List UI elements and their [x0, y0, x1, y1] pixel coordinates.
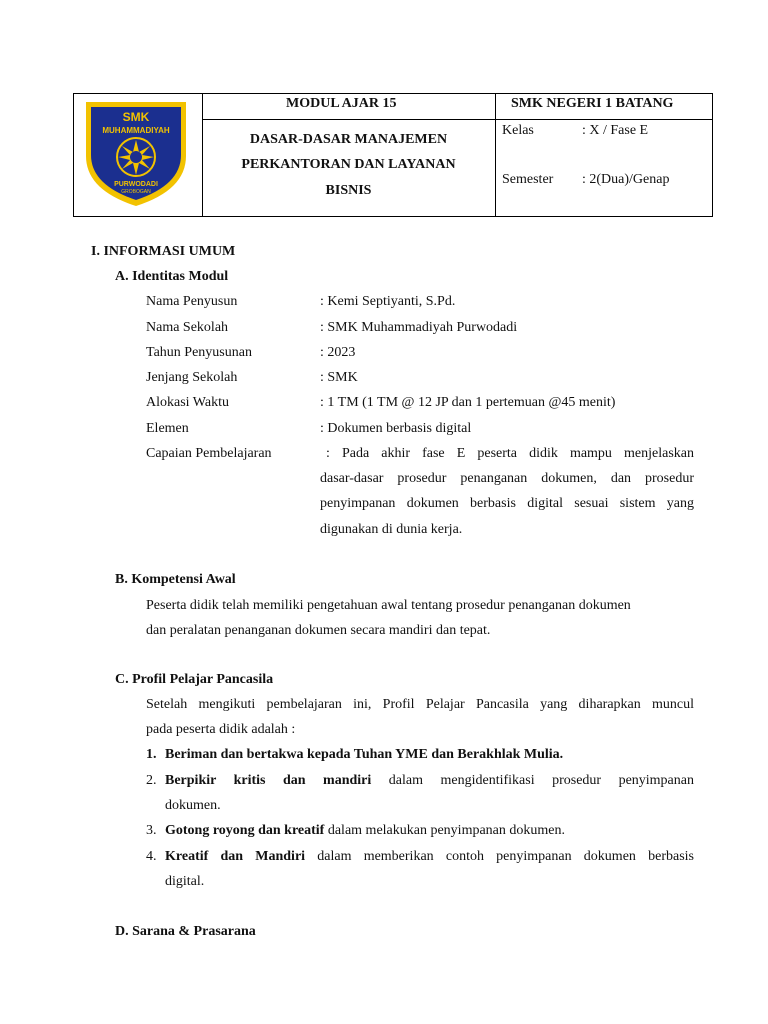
capaian-line: : Pada akhir fase E peserta didik mampu menjelaskan: [326, 446, 694, 461]
subsection-heading-d: D. Sarana & Prasarana: [115, 924, 256, 939]
logo-sub-text: GROBOGAN: [121, 189, 151, 195]
semester-label: Semester: [502, 172, 554, 187]
list-item: [165, 773, 694, 789]
logo-arc-text: MUHAMMADIYAH: [102, 126, 170, 135]
list-item-bold: Berpikir kritis dan mandiri: [165, 773, 372, 788]
list-number: 3.: [146, 823, 157, 838]
identity-value: : SMK: [320, 370, 358, 385]
identity-value: : SMK Muhammadiyah Purwodadi: [320, 320, 518, 335]
subject-line: DASAR-DASAR MANAJEMEN: [249, 132, 448, 147]
identity-value: : Dokumen berbasis digital: [320, 421, 472, 436]
kelas-value: : X / Fase E: [582, 123, 649, 138]
header-table: [73, 93, 713, 217]
identity-value: : 2023: [320, 345, 356, 360]
semester-value: : 2(Dua)/Genap: [582, 172, 670, 187]
list-item-bold: Gotong royong dan kreatif: [165, 823, 325, 838]
list-item: [165, 823, 565, 839]
list-item-bold: Beriman dan bertakwa kepada Tuhan YME dan Berakhlak Mulia.: [165, 747, 564, 762]
capaian-line: penyimpanan dokumen berbasis digital sesuai sistem yang: [320, 496, 694, 511]
identity-label: Alokasi Waktu: [146, 395, 229, 410]
subsection-heading-c: C. Profil Pelajar Pancasila: [115, 672, 274, 687]
logo-bottom-text: PURWODADI: [114, 181, 158, 188]
section-heading: I. INFORMASI UMUM: [91, 244, 236, 259]
identity-value: : Kemi Septiyanti, S.Pd.: [320, 294, 456, 309]
paragraph-line: pada peserta didik adalah :: [146, 722, 296, 737]
list-item-rest: dalam mengidentifikasi prosedur penyimpanan: [371, 773, 694, 788]
subsection-heading-b: B. Kompetensi Awal: [115, 572, 236, 587]
capaian-line: dasar-dasar prosedur penanganan dokumen, dan prosedur: [320, 471, 694, 486]
subject-line: BISNIS: [325, 183, 372, 198]
list-number: 4.: [146, 849, 157, 864]
school-logo: [80, 94, 192, 208]
paragraph-line: dan peralatan penanganan dokumen secara mandiri dan tepat.: [146, 623, 491, 638]
school-name: SMK NEGERI 1 BATANG: [511, 96, 674, 111]
identity-label: Jenjang Sekolah: [146, 370, 238, 385]
list-number: 1.: [146, 747, 157, 762]
subject-line: PERKANTORAN DAN LAYANAN: [241, 157, 456, 172]
list-item: [165, 849, 694, 865]
identity-value: : 1 TM (1 TM @ 12 JP dan 1 pertemuan @45 menit): [320, 395, 616, 410]
list-item-rest: dalam memberikan contoh penyimpanan dokumen berbasis: [305, 849, 694, 864]
subsection-heading-a: A. Identitas Modul: [115, 269, 229, 284]
identity-label: Tahun Penyusunan: [146, 345, 252, 360]
list-item-rest: dalam melakukan penyimpanan dokumen.: [324, 823, 565, 838]
list-number: 2.: [146, 773, 157, 788]
list-item-bold: Kreatif dan Mandiri: [165, 849, 306, 864]
kelas-label: Kelas: [502, 123, 534, 138]
list-item-cont: dokumen.: [165, 798, 221, 813]
divider: [495, 94, 496, 216]
identity-label: Elemen: [146, 421, 189, 436]
identity-label: Nama Penyusun: [146, 294, 238, 309]
capaian-line: digunakan di dunia kerja.: [320, 522, 463, 537]
divider: [202, 119, 712, 120]
module-title: MODUL AJAR 15: [286, 96, 397, 111]
paragraph-line: Peserta didik telah memiliki pengetahuan awal tentang prosedur penanganan dokumen: [146, 598, 631, 613]
logo-top-text: SMK: [122, 110, 150, 124]
list-item-cont: digital.: [165, 874, 205, 889]
paragraph-line: Setelah mengikuti pembelajaran ini, Profil Pelajar Pancasila yang diharapkan muncul: [146, 697, 694, 712]
identity-label: Nama Sekolah: [146, 320, 229, 335]
capaian-label: Capaian Pembelajaran: [146, 446, 272, 461]
